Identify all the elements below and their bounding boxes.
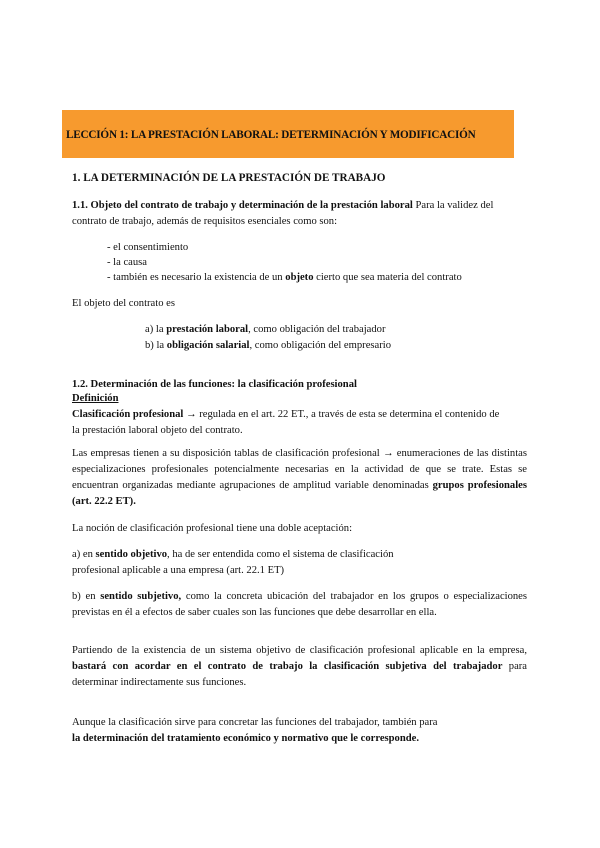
objeto-intro: El objeto del contrato es (72, 298, 175, 309)
subsection-1-1-heading: 1.1. Objeto del contrato de trabajo y determinación de la prestación laboral (72, 200, 413, 211)
intro-text-line2: contrato de trabajo, además de requisitos esenciales como son: (72, 216, 338, 227)
item-bold: sentido objetivo (95, 549, 168, 560)
paragraph-text: Las empresas tienen a su disposición tablas de clasificación profesional → enumeraciones de las distintas especializaciones profesionales potencialmente necesarias en la actividad de que se trate. Estas se encuentran organizadas mediante agrupaciones de amplitud variable denominadas (72, 448, 527, 491)
requirement-text: cierto que sea materia del contrato (313, 272, 462, 283)
paragraph-text: Partiendo de la existencia de un sistema objetivo de clasificación profesional aplicable en la empresa, (72, 645, 527, 656)
aunque-line2: la determinación del tratamiento económico y normativo que le corresponde. (72, 733, 419, 744)
definition-line1 (72, 408, 499, 421)
objeto-item-b (145, 339, 391, 352)
item-bold: prestación laboral (166, 324, 249, 335)
requirement-item (107, 271, 462, 284)
subsection-1-1-line1 (72, 199, 493, 212)
paragraph-tablas (72, 446, 527, 510)
item-bold: obligación salarial (166, 340, 250, 351)
item-text: , como obligación del empresario (249, 340, 391, 351)
item-text: b) en (72, 591, 101, 602)
lesson-title: LECCIÓN 1: LA PRESTACIÓN LABORAL: DETERMINACIÓN Y MODIFICACIÓN (66, 129, 476, 141)
objeto-item-a (145, 323, 385, 336)
doble-aceptacion: La noción de clasificación profesional tiene una doble aceptación: (72, 523, 353, 534)
requirement-item: - el consentimiento (107, 242, 189, 253)
paragraph-partiendo (72, 643, 527, 691)
lesson-title-banner (62, 110, 514, 158)
item-text: b) la (145, 340, 167, 351)
item-text: a) en (72, 549, 96, 560)
paragraph-text: para determinar indirectamente sus funciones. (72, 661, 527, 688)
sentido-subjetivo (72, 589, 527, 621)
item-text: , como obligación del trabajador (248, 324, 386, 335)
paragraph-bold: bastará con acordar en el contrato de trabajo la clasificación subjetiva del trabajador (72, 661, 503, 672)
section-heading: 1. LA DETERMINACIÓN DE LA PRESTACIÓN DE TRABAJO (72, 172, 386, 184)
intro-text: Para la validez del (412, 200, 494, 211)
aunque-line1: Aunque la clasificación sirve para concretar las funciones del trabajador, también para (72, 717, 438, 728)
definition-text: → regulada en el art. 22 ET., a través de esta se determina el contenido de (183, 409, 500, 420)
definition-line2: la prestación laboral objeto del contrato. (72, 425, 243, 436)
requirement-text: - también es necesario la existencia de un (107, 272, 286, 283)
requirement-item: - la causa (107, 257, 147, 268)
item-text: , ha de ser entendida como el sistema de clasificación (167, 549, 394, 560)
definition-term: Clasificación profesional (72, 409, 184, 420)
paragraph-bold: grupos profesionales (art. 22.2 ET). (72, 480, 527, 507)
item-text: a) la (145, 324, 167, 335)
requirement-bold: objeto (285, 272, 314, 283)
definicion-label: Definición (72, 393, 119, 404)
sentido-objetivo-line2: profesional aplicable a una empresa (art. 22.1 ET) (72, 565, 285, 576)
item-bold: sentido subjetivo, (100, 591, 182, 602)
subsection-1-2-heading: 1.2. Determinación de las funciones: la clasificación profesional (72, 379, 357, 390)
item-text: como la concreta ubicación del trabajador en los grupos o especializaciones previstas en él a efectos de saber cuales son las funciones que debe desarrollar en ella. (72, 591, 528, 618)
sentido-objetivo-line1 (72, 548, 394, 561)
